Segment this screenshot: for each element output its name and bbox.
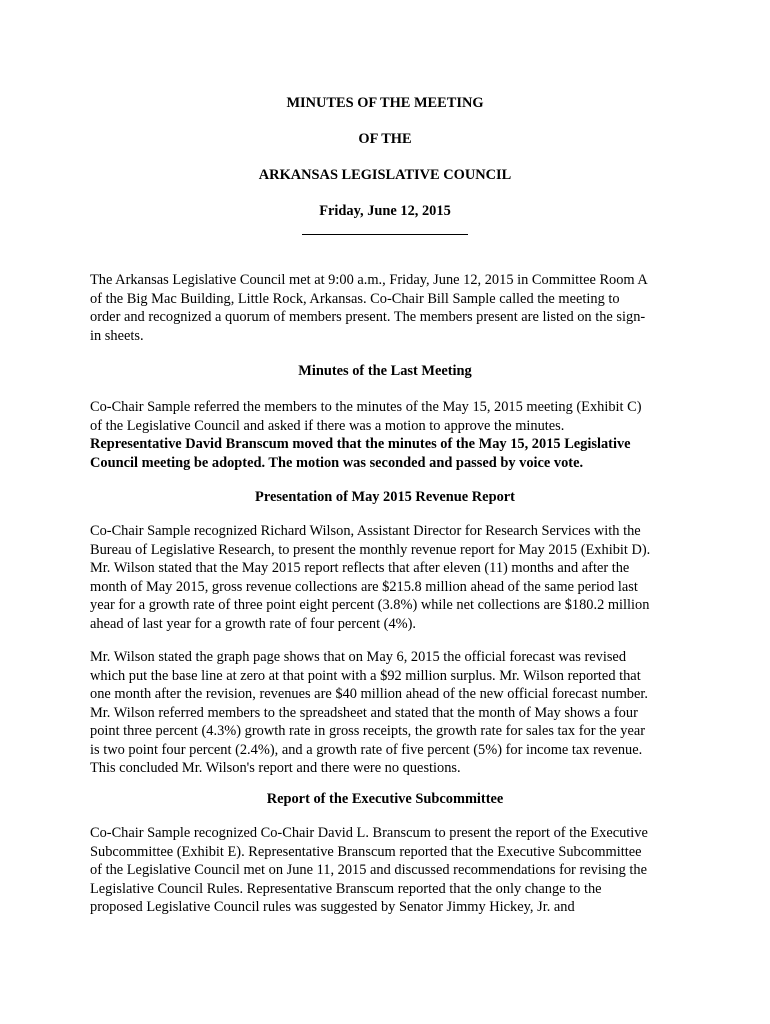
revenue-line: point three percent (4.3%) growth rate in gross receipts, the growth rate for sales tax for the year: [90, 723, 646, 739]
revenue-line: one month after the revision, revenues are $40 million ahead of the new official forecast number.: [90, 686, 648, 702]
intro-line: in sheets.: [90, 327, 144, 344]
revenue-line: which put the base line at zero at that point with a $92 million surplus. Mr. Wilson reported that: [90, 667, 641, 684]
revenue-line: Mr. Wilson stated that the May 2015 report reflects that after eleven (11) months and after the: [90, 560, 630, 576]
intro-line: The Arkansas Legislative Council met at 9:00 a.m., Friday, June 12, 2015 in Committee Room A: [90, 272, 648, 288]
title-line-2: OF THE: [358, 131, 412, 147]
revenue-paragraph-1: [90, 522, 690, 633]
minutes-line: of the Legislative Council and asked if there was a motion to approve the minutes.: [90, 417, 565, 434]
executive-line: proposed Legislative Council rules was suggested by Senator Jimmy Hickey, Jr. and: [90, 899, 575, 915]
section-heading-revenue: Presentation of May 2015 Revenue Report: [255, 489, 515, 505]
revenue-line: Mr. Wilson stated the graph page shows that on May 6, 2015 the official forecast was revised: [90, 649, 627, 665]
revenue-paragraph-2: [90, 648, 690, 778]
minutes-paragraph: [90, 398, 690, 472]
intro-line: order and recognized a quorum of members present. The members present are listed on the sign-: [90, 309, 646, 325]
minutes-line: Co-Chair Sample referred the members to the minutes of the May 15, 2015 meeting (Exhibit C): [90, 399, 642, 415]
executive-paragraph: [90, 824, 690, 917]
motion-line: Council meeting be adopted. The motion was seconded and passed by voice vote.: [90, 454, 584, 471]
revenue-line: Co-Chair Sample recognized Richard Wilson, Assistant Director for Research Services with the: [90, 523, 641, 539]
section-heading-minutes: Minutes of the Last Meeting: [298, 363, 472, 379]
motion-line: Representative David Branscum moved that the minutes of the May 15, 2015 Legislative: [90, 436, 631, 452]
meeting-date: Friday, June 12, 2015: [319, 203, 451, 219]
revenue-line: is two point four percent (2.4%), and a growth rate of five percent (5%) for income tax revenue.: [90, 741, 643, 758]
title-line-1: MINUTES OF THE MEETING: [286, 95, 484, 111]
revenue-line: This concluded Mr. Wilson's report and there were no questions.: [90, 760, 461, 776]
executive-line: Subcommittee (Exhibit E). Representative Branscum reported that the Executive Subcommittee: [90, 843, 642, 860]
revenue-line: Bureau of Legislative Research, to present the monthly revenue report for May 2015 (Exhibit D).: [90, 541, 651, 558]
title-line-3: ARKANSAS LEGISLATIVE COUNCIL: [258, 167, 512, 183]
revenue-line: month of May 2015, gross revenue collections are $215.8 million ahead of the same period last: [90, 578, 638, 595]
section-heading-executive: Report of the Executive Subcommittee: [266, 791, 504, 807]
revenue-line: ahead of last year for a growth rate of four percent (4%).: [90, 615, 417, 632]
intro-paragraph: [90, 271, 690, 345]
revenue-line: Mr. Wilson referred members to the spreadsheet and stated that the month of May shows a four: [90, 704, 638, 721]
executive-line: Co-Chair Sample recognized Co-Chair David L. Branscum to present the report of the Executive: [90, 825, 648, 841]
executive-line: of the Legislative Council met on June 11, 2015 and discussed recommendations for revising the: [90, 862, 647, 878]
intro-line: of the Big Mac Building, Little Rock, Arkansas. Co-Chair Bill Sample called the meeting to: [90, 290, 620, 307]
revenue-line: year for a growth rate of three point eight percent (3.8%) while net collections are $180.2 million: [90, 597, 650, 613]
executive-line: Legislative Council Rules. Representative Branscum reported that the only change to the: [90, 880, 602, 897]
title-divider: [302, 234, 468, 235]
